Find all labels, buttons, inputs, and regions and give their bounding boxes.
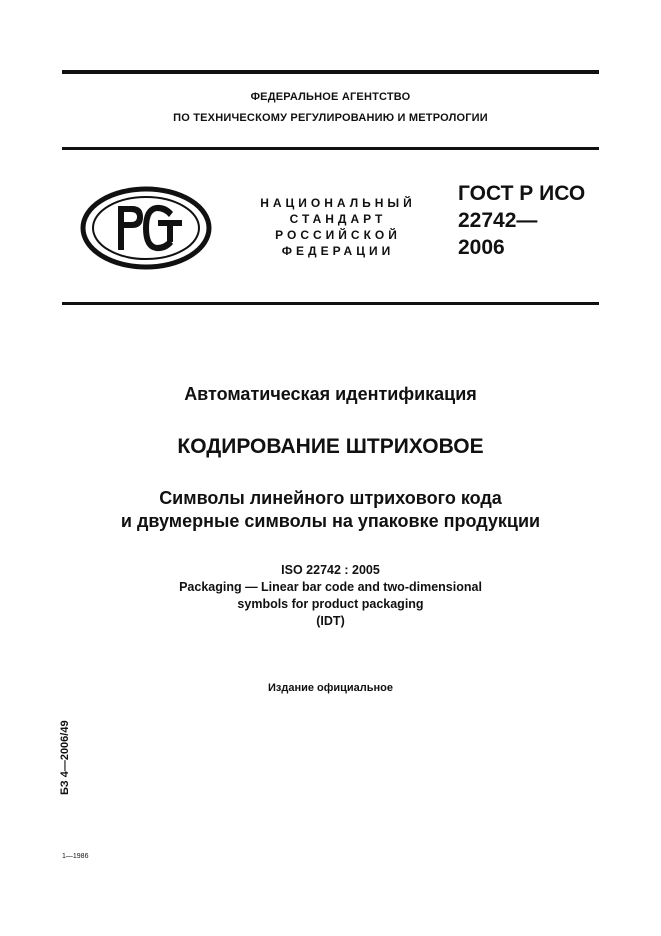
- national-line-3: РОССИЙСКОЙ: [275, 228, 401, 242]
- designation-line-3: 2006: [458, 236, 505, 259]
- standard-designation: [458, 180, 585, 261]
- section-rule: [62, 302, 599, 305]
- main-title: КОДИРОВАНИЕ ШТРИХОВОЕ: [177, 435, 484, 458]
- general-title: Автоматическая идентификация: [184, 384, 477, 404]
- iso-number: ISO 22742 : 2005: [281, 563, 380, 577]
- designation-line-2: 22742—: [458, 209, 538, 232]
- national-line-2: СТАНДАРТ: [289, 212, 387, 226]
- subtitle-line-2: и двумерные символы на упаковке продукции: [120, 511, 541, 531]
- subtitle-line-1: Символы линейного штрихового кода: [159, 488, 502, 508]
- iso-title-line-1: Packaging — Linear bar code and two-dimensional: [179, 580, 482, 594]
- footer-code: 1—1986: [62, 853, 89, 860]
- subtitle: [0, 487, 661, 533]
- official-edition-note: Издание официальное: [267, 682, 394, 694]
- iso-degree: (IDT): [316, 614, 345, 628]
- header-rule: [62, 147, 599, 150]
- rst-mark-icon: [80, 186, 212, 270]
- designation-line-1: ГОСТ Р ИСО: [458, 182, 586, 205]
- agency-line-2: ПО ТЕХНИЧЕСКОМУ РЕГУЛИРОВАНИЮ И МЕТРОЛОГИИ: [173, 112, 488, 124]
- side-code: БЗ 4—2006/49: [59, 720, 71, 795]
- agency-line-1: ФЕДЕРАЛЬНОЕ АГЕНТСТВО: [250, 91, 411, 103]
- national-line-1: НАЦИОНАЛЬНЫЙ: [260, 196, 416, 210]
- national-line-4: ФЕДЕРАЦИИ: [281, 244, 395, 258]
- rst-logo: [80, 186, 212, 270]
- iso-reference: [0, 562, 661, 630]
- top-rule: [62, 70, 599, 74]
- iso-title-line-2: symbols for product packaging: [237, 597, 424, 611]
- national-standard-label: [232, 195, 444, 259]
